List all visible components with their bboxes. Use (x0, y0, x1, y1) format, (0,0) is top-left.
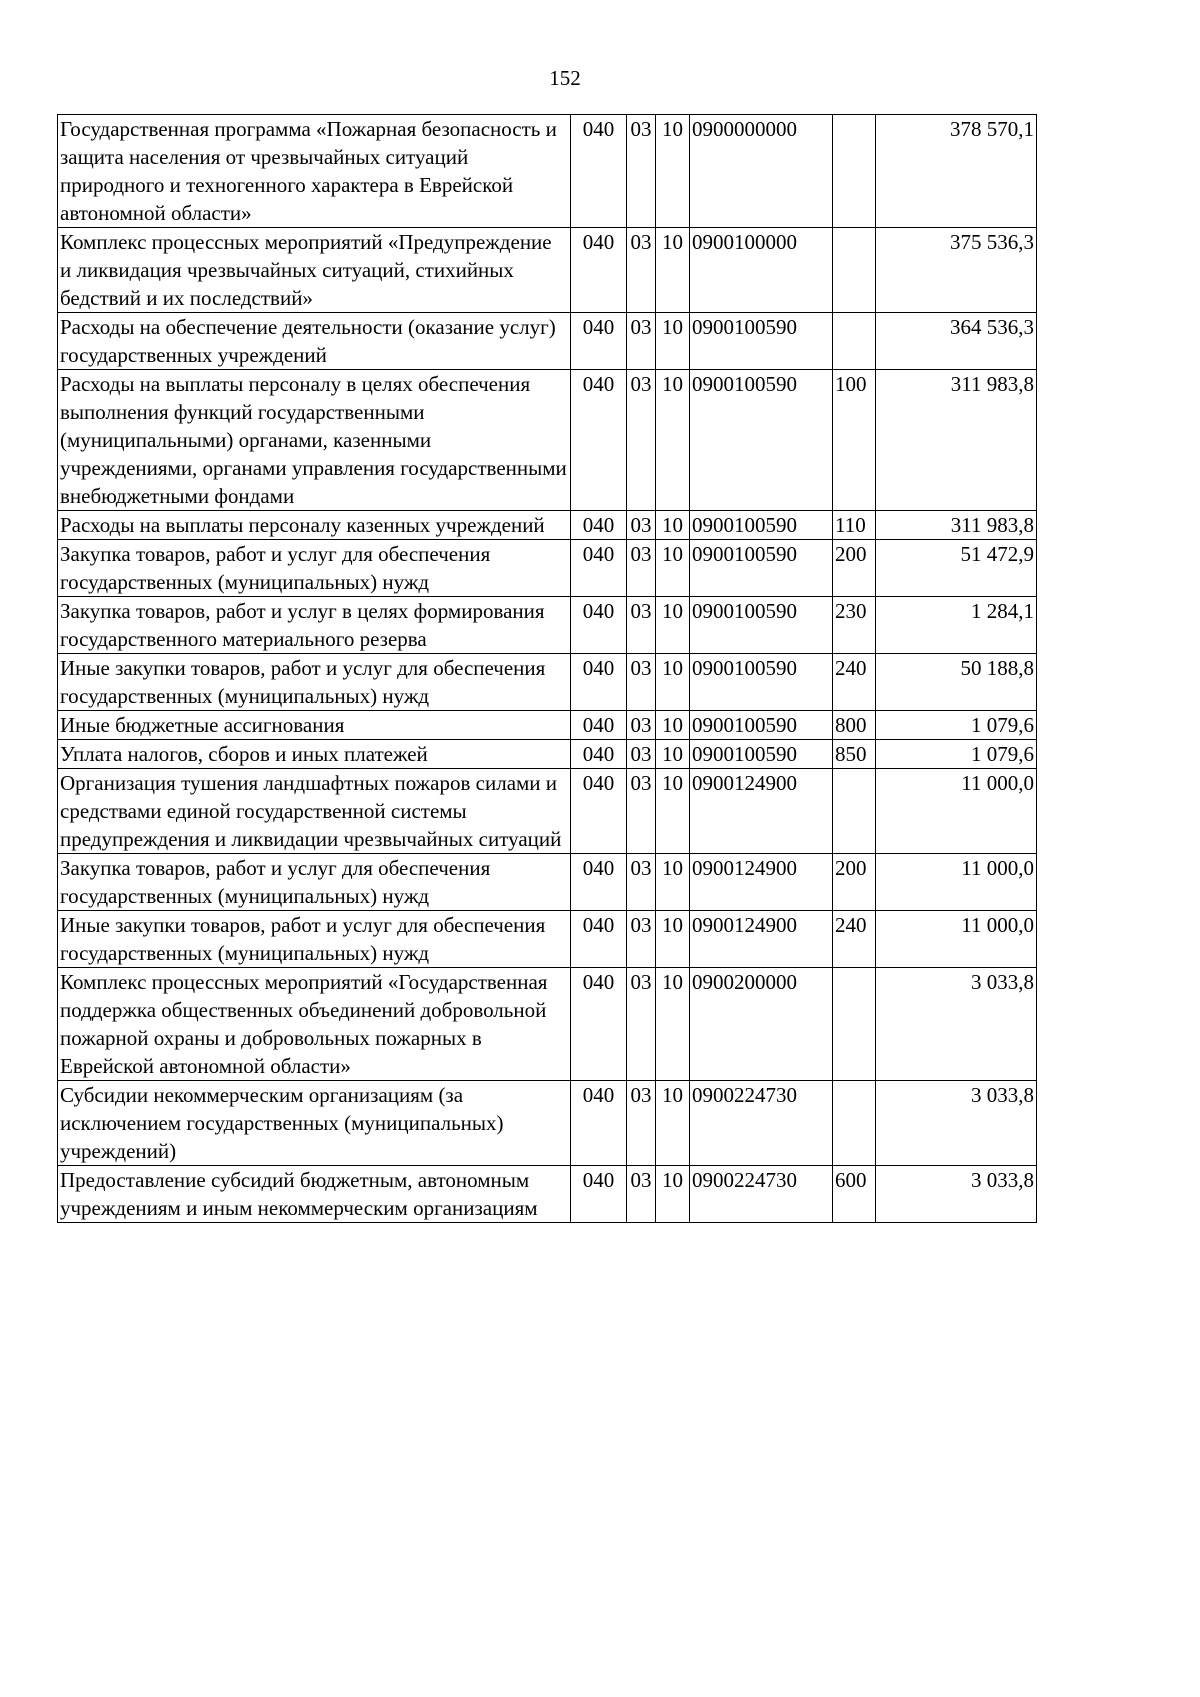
amount-cell: 3 033,8 (876, 968, 1037, 1081)
target-article-code-cell: 0900100590 (690, 654, 833, 711)
target-article-code-cell: 0900224730 (690, 1166, 833, 1223)
grbs-code-cell: 040 (571, 711, 627, 740)
expense-type-code-cell (833, 968, 876, 1081)
expense-name-cell: Иные бюджетные ассигнования (58, 711, 571, 740)
expense-name-cell: Комплекс процессных мероприятий «Предупреждение и ликвидация чрезвычайных ситуаций, стихийных бедствий и их последствий» (58, 228, 571, 313)
subsection-code-cell: 10 (656, 597, 690, 654)
section-code-cell: 03 (627, 370, 656, 511)
amount-cell: 1 079,6 (876, 711, 1037, 740)
subsection-code-cell: 10 (656, 1166, 690, 1223)
expense-type-code-cell: 230 (833, 597, 876, 654)
target-article-code-cell: 0900124900 (690, 769, 833, 854)
subsection-code-cell: 10 (656, 854, 690, 911)
expense-name-cell: Расходы на выплаты персоналу в целях обеспечения выполнения функций государственными (муниципальными) органами, казенными учреждениями, органами управления государственными внебюджетными фондами (58, 370, 571, 511)
expense-type-code-cell: 240 (833, 654, 876, 711)
subsection-code-cell: 10 (656, 1081, 690, 1166)
grbs-code-cell: 040 (571, 540, 627, 597)
table-row (58, 654, 1037, 711)
expense-name-cell: Расходы на обеспечение деятельности (оказание услуг) государственных учреждений (58, 313, 571, 370)
target-article-code-cell: 0900100590 (690, 540, 833, 597)
section-code-cell: 03 (627, 228, 656, 313)
amount-cell: 50 188,8 (876, 654, 1037, 711)
section-code-cell: 03 (627, 540, 656, 597)
expense-name-cell: Уплата налогов, сборов и иных платежей (58, 740, 571, 769)
target-article-code-cell: 0900100590 (690, 511, 833, 540)
section-code-cell: 03 (627, 1081, 656, 1166)
table-row (58, 911, 1037, 968)
subsection-code-cell: 10 (656, 711, 690, 740)
subsection-code-cell: 10 (656, 511, 690, 540)
subsection-code-cell: 10 (656, 228, 690, 313)
expense-type-code-cell: 110 (833, 511, 876, 540)
grbs-code-cell: 040 (571, 370, 627, 511)
expense-type-code-cell: 100 (833, 370, 876, 511)
table-row (58, 370, 1037, 511)
grbs-code-cell: 040 (571, 911, 627, 968)
subsection-code-cell: 10 (656, 740, 690, 769)
table-row (58, 313, 1037, 370)
section-code-cell: 03 (627, 769, 656, 854)
table-row (58, 740, 1037, 769)
amount-cell: 378 570,1 (876, 115, 1037, 228)
expense-type-code-cell: 240 (833, 911, 876, 968)
expense-type-code-cell (833, 313, 876, 370)
expense-name-cell: Организация тушения ландшафтных пожаров силами и средствами единой государственной системы предупреждения и ликвидации чрезвычайных ситуаций (58, 769, 571, 854)
amount-cell: 1 284,1 (876, 597, 1037, 654)
section-code-cell: 03 (627, 968, 656, 1081)
expense-type-code-cell: 200 (833, 540, 876, 597)
grbs-code-cell: 040 (571, 511, 627, 540)
amount-cell: 11 000,0 (876, 854, 1037, 911)
page-number: 152 (549, 66, 581, 90)
table-row (58, 511, 1037, 540)
table-row (58, 968, 1037, 1081)
section-code-cell: 03 (627, 313, 656, 370)
expense-type-code-cell (833, 228, 876, 313)
table-row (58, 769, 1037, 854)
expense-name-cell: Иные закупки товаров, работ и услуг для обеспечения государственных (муниципальных) нужд (58, 654, 571, 711)
table-row (58, 540, 1037, 597)
subsection-code-cell: 10 (656, 654, 690, 711)
amount-cell: 3 033,8 (876, 1081, 1037, 1166)
amount-cell: 364 536,3 (876, 313, 1037, 370)
target-article-code-cell: 0900100590 (690, 313, 833, 370)
expense-type-code-cell (833, 769, 876, 854)
grbs-code-cell: 040 (571, 115, 627, 228)
target-article-code-cell: 0900100590 (690, 711, 833, 740)
section-code-cell: 03 (627, 511, 656, 540)
expense-type-code-cell: 850 (833, 740, 876, 769)
subsection-code-cell: 10 (656, 313, 690, 370)
expense-name-cell: Расходы на выплаты персоналу казенных учреждений (58, 511, 571, 540)
target-article-code-cell: 0900224730 (690, 1081, 833, 1166)
expense-name-cell: Иные закупки товаров, работ и услуг для обеспечения государственных (муниципальных) нужд (58, 911, 571, 968)
table-row (58, 1166, 1037, 1223)
grbs-code-cell: 040 (571, 854, 627, 911)
expense-name-cell: Государственная программа «Пожарная безопасность и защита населения от чрезвычайных ситуаций природного и техногенного характера в Еврейской автономной области» (58, 115, 571, 228)
grbs-code-cell: 040 (571, 597, 627, 654)
section-code-cell: 03 (627, 711, 656, 740)
expense-name-cell: Предоставление субсидий бюджетным, автономным учреждениям и иным некоммерческим организациям (58, 1166, 571, 1223)
expense-type-code-cell: 600 (833, 1166, 876, 1223)
section-code-cell: 03 (627, 654, 656, 711)
table-row (58, 597, 1037, 654)
grbs-code-cell: 040 (571, 654, 627, 711)
table-row (58, 1081, 1037, 1166)
target-article-code-cell: 0900100590 (690, 370, 833, 511)
subsection-code-cell: 10 (656, 769, 690, 854)
table-row (58, 711, 1037, 740)
expense-type-code-cell (833, 115, 876, 228)
table-row (58, 115, 1037, 228)
subsection-code-cell: 10 (656, 115, 690, 228)
target-article-code-cell: 0900124900 (690, 854, 833, 911)
target-article-code-cell: 0900100590 (690, 740, 833, 769)
subsection-code-cell: 10 (656, 540, 690, 597)
amount-cell: 11 000,0 (876, 911, 1037, 968)
grbs-code-cell: 040 (571, 1081, 627, 1166)
target-article-code-cell: 0900100000 (690, 228, 833, 313)
budget-table-body (58, 115, 1037, 1223)
target-article-code-cell: 0900000000 (690, 115, 833, 228)
section-code-cell: 03 (627, 115, 656, 228)
amount-cell: 11 000,0 (876, 769, 1037, 854)
grbs-code-cell: 040 (571, 769, 627, 854)
table-row (58, 228, 1037, 313)
section-code-cell: 03 (627, 1166, 656, 1223)
target-article-code-cell: 0900100590 (690, 597, 833, 654)
amount-cell: 1 079,6 (876, 740, 1037, 769)
expense-type-code-cell: 200 (833, 854, 876, 911)
subsection-code-cell: 10 (656, 968, 690, 1081)
grbs-code-cell: 040 (571, 313, 627, 370)
section-code-cell: 03 (627, 911, 656, 968)
grbs-code-cell: 040 (571, 1166, 627, 1223)
amount-cell: 375 536,3 (876, 228, 1037, 313)
expense-type-code-cell (833, 1081, 876, 1166)
subsection-code-cell: 10 (656, 911, 690, 968)
grbs-code-cell: 040 (571, 968, 627, 1081)
grbs-code-cell: 040 (571, 228, 627, 313)
expense-name-cell: Субсидии некоммерческим организациям (за исключением государственных (муниципальных) учреждений) (58, 1081, 571, 1166)
budget-table (57, 114, 1037, 1223)
section-code-cell: 03 (627, 740, 656, 769)
table-row (58, 854, 1037, 911)
expense-name-cell: Закупка товаров, работ и услуг для обеспечения государственных (муниципальных) нужд (58, 540, 571, 597)
expense-name-cell: Закупка товаров, работ и услуг для обеспечения государственных (муниципальных) нужд (58, 854, 571, 911)
target-article-code-cell: 0900200000 (690, 968, 833, 1081)
expense-type-code-cell: 800 (833, 711, 876, 740)
section-code-cell: 03 (627, 597, 656, 654)
amount-cell: 311 983,8 (876, 370, 1037, 511)
expense-name-cell: Комплекс процессных мероприятий «Государственная поддержка общественных объединений добровольной пожарной охраны и добровольных пожарных в Еврейской автономной области» (58, 968, 571, 1081)
subsection-code-cell: 10 (656, 370, 690, 511)
amount-cell: 51 472,9 (876, 540, 1037, 597)
target-article-code-cell: 0900124900 (690, 911, 833, 968)
amount-cell: 3 033,8 (876, 1166, 1037, 1223)
section-code-cell: 03 (627, 854, 656, 911)
expense-name-cell: Закупка товаров, работ и услуг в целях формирования государственного материального резерва (58, 597, 571, 654)
amount-cell: 311 983,8 (876, 511, 1037, 540)
grbs-code-cell: 040 (571, 740, 627, 769)
